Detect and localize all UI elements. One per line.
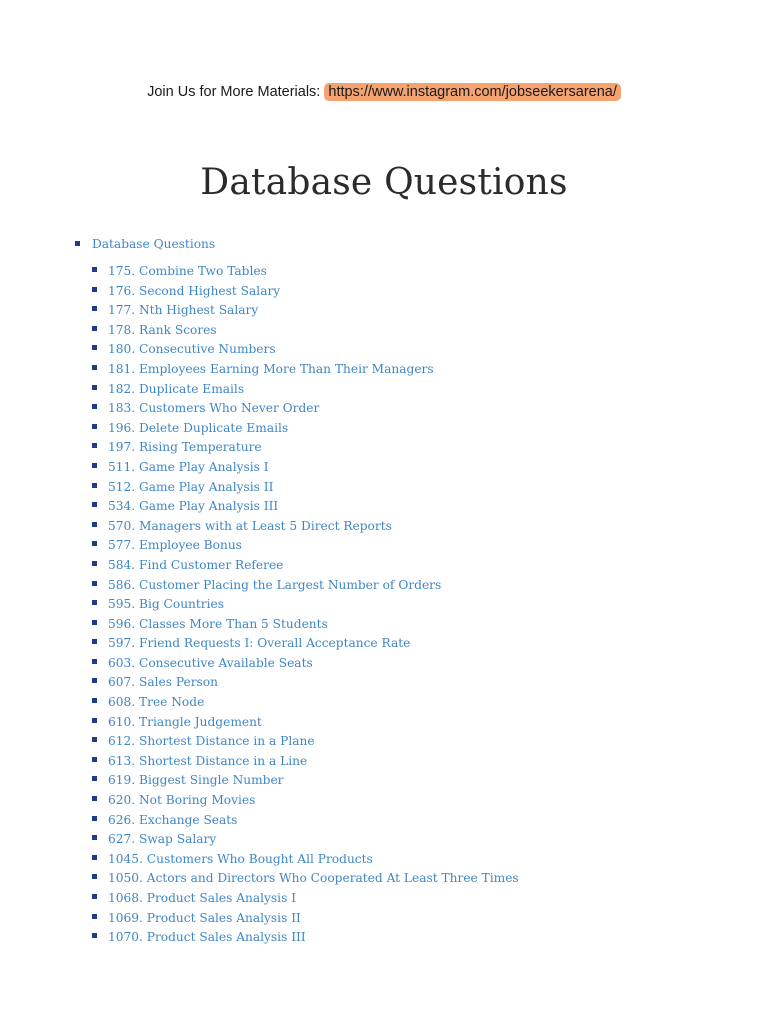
question-link[interactable]: 607. Sales Person	[108, 675, 218, 690]
bullet-icon	[92, 404, 97, 409]
question-link[interactable]: 619. Biggest Single Number	[108, 773, 284, 788]
list-item	[92, 436, 519, 456]
bullet-icon	[92, 365, 97, 370]
list-item	[92, 730, 519, 750]
list-item	[92, 593, 519, 613]
list-item	[92, 691, 519, 711]
bullet-icon	[92, 443, 97, 448]
question-link[interactable]: 577. Employee Bonus	[108, 538, 242, 553]
question-link[interactable]: 610. Triangle Judgement	[108, 714, 262, 729]
question-link[interactable]: 603. Consecutive Available Seats	[108, 655, 313, 670]
bullet-icon	[92, 855, 97, 860]
bullet-icon	[92, 581, 97, 586]
bullet-icon	[92, 796, 97, 801]
bullet-icon	[92, 659, 97, 664]
bullet-icon	[92, 502, 97, 507]
question-link[interactable]: 627. Swap Salary	[108, 832, 217, 847]
instagram-link[interactable]: https://www.instagram.com/jobseekersarena/	[324, 83, 621, 101]
bullet-icon	[92, 541, 97, 546]
bullet-icon	[92, 737, 97, 742]
question-link[interactable]: 1069. Product Sales Analysis II	[108, 910, 301, 925]
question-link[interactable]: 626. Exchange Seats	[108, 812, 238, 827]
question-link[interactable]: 180. Consecutive Numbers	[108, 342, 276, 357]
list-item	[92, 358, 519, 378]
toc-section	[75, 232, 519, 945]
question-link[interactable]: 183. Customers Who Never Order	[108, 401, 320, 416]
bullet-icon	[92, 757, 97, 762]
question-link[interactable]: 1050. Actors and Directors Who Cooperated At Least Three Times	[108, 871, 519, 886]
bullet-icon	[92, 600, 97, 605]
bullet-icon	[75, 241, 80, 246]
list-item	[92, 260, 519, 280]
question-link[interactable]: 1045. Customers Who Bought All Products	[108, 851, 373, 866]
bullet-icon	[92, 561, 97, 566]
toc-question-list	[92, 260, 519, 946]
question-link[interactable]: 597. Friend Requests I: Overall Acceptance Rate	[108, 636, 411, 651]
bullet-icon	[92, 639, 97, 644]
question-link[interactable]: 596. Classes More Than 5 Students	[108, 616, 328, 631]
list-item	[92, 319, 519, 339]
bullet-icon	[92, 835, 97, 840]
toc-section-link[interactable]: Database Questions	[92, 237, 216, 251]
question-link[interactable]: 197. Rising Temperature	[108, 440, 262, 455]
question-link[interactable]: 612. Shortest Distance in a Plane	[108, 734, 315, 749]
question-link[interactable]: 1070. Product Sales Analysis III	[108, 930, 306, 945]
bullet-icon	[92, 678, 97, 683]
bullet-icon	[92, 424, 97, 429]
list-item	[92, 711, 519, 731]
promo-banner	[0, 81, 768, 103]
list-item	[92, 828, 519, 848]
bullet-icon	[92, 267, 97, 272]
list-item	[92, 789, 519, 809]
question-link[interactable]: 178. Rank Scores	[108, 322, 217, 337]
question-link[interactable]: 620. Not Boring Movies	[108, 793, 256, 808]
bullet-icon	[92, 306, 97, 311]
list-item	[92, 769, 519, 789]
question-link[interactable]: 534. Game Play Analysis III	[108, 499, 279, 514]
promo-text: Join Us for More Materials:	[147, 84, 321, 100]
list-item	[92, 299, 519, 319]
page-title: Database Questions	[200, 162, 568, 203]
bullet-icon	[92, 816, 97, 821]
question-link[interactable]: 177. Nth Highest Salary	[108, 303, 259, 318]
table-of-contents	[75, 232, 519, 945]
bullet-icon	[92, 463, 97, 468]
question-link[interactable]: 584. Find Customer Referee	[108, 557, 284, 572]
list-item	[92, 456, 519, 476]
list-item	[92, 867, 519, 887]
list-item	[92, 554, 519, 574]
bullet-icon	[92, 522, 97, 527]
question-link[interactable]: 175. Combine Two Tables	[108, 264, 267, 278]
bullet-icon	[92, 776, 97, 781]
list-item	[92, 378, 519, 398]
list-item	[92, 926, 519, 946]
bullet-icon	[92, 894, 97, 899]
bullet-icon	[92, 326, 97, 331]
list-item	[92, 907, 519, 927]
question-link[interactable]: 511. Game Play Analysis I	[108, 459, 269, 474]
question-link[interactable]: 176. Second Highest Salary	[108, 283, 281, 298]
question-link[interactable]: 512. Game Play Analysis II	[108, 479, 274, 494]
bullet-icon	[92, 287, 97, 292]
question-link[interactable]: 570. Managers with at Least 5 Direct Reports	[108, 518, 392, 533]
question-link[interactable]: 196. Delete Duplicate Emails	[108, 420, 289, 435]
question-link[interactable]: 586. Customer Placing the Largest Number of Orders	[108, 577, 442, 592]
bullet-icon	[92, 914, 97, 919]
bullet-icon	[92, 483, 97, 488]
question-link[interactable]: 181. Employees Earning More Than Their Managers	[108, 361, 434, 376]
bullet-icon	[92, 620, 97, 625]
list-item	[92, 809, 519, 829]
list-item	[92, 338, 519, 358]
list-item	[92, 574, 519, 594]
list-item	[92, 280, 519, 300]
bullet-icon	[92, 698, 97, 703]
list-item	[92, 848, 519, 868]
bullet-icon	[92, 718, 97, 723]
question-link[interactable]: 182. Duplicate Emails	[108, 381, 245, 396]
list-item	[92, 887, 519, 907]
list-item	[92, 632, 519, 652]
list-item	[92, 515, 519, 535]
question-link[interactable]: 1068. Product Sales Analysis I	[108, 891, 297, 905]
question-link[interactable]: 595. Big Countries	[108, 597, 224, 612]
list-item	[92, 476, 519, 496]
bullet-icon	[92, 345, 97, 350]
question-link[interactable]: 608. Tree Node	[108, 695, 205, 710]
bullet-icon	[92, 385, 97, 390]
bullet-icon	[92, 933, 97, 938]
bullet-icon	[92, 874, 97, 879]
list-item	[92, 652, 519, 672]
list-item	[92, 613, 519, 633]
list-item	[92, 671, 519, 691]
list-item	[92, 534, 519, 554]
list-item	[92, 397, 519, 417]
list-item	[92, 417, 519, 437]
list-item	[92, 495, 519, 515]
question-link[interactable]: 613. Shortest Distance in a Line	[108, 753, 308, 768]
list-item	[92, 750, 519, 770]
